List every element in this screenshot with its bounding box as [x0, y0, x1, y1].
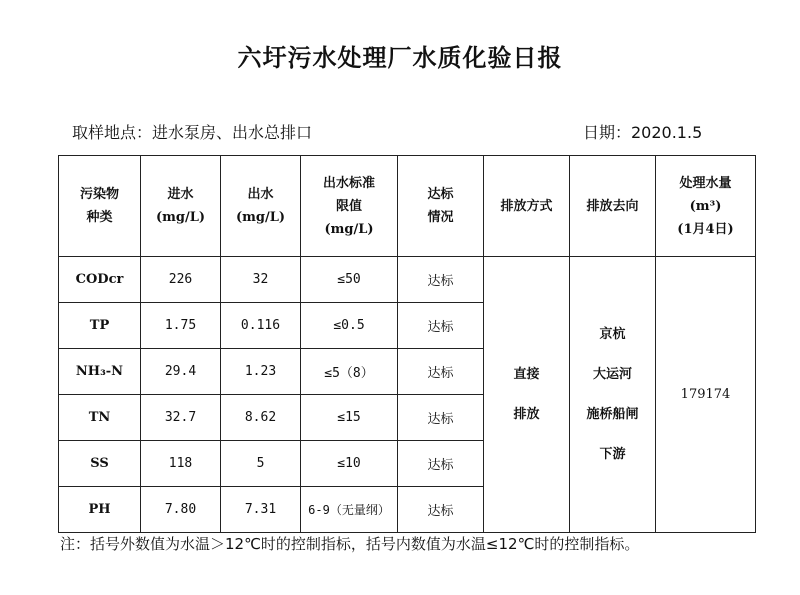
report-title: 六圩污水处理厂水质化验日报 — [237, 44, 563, 72]
row-name: CODcr — [59, 257, 141, 303]
row-name: SS — [59, 441, 141, 487]
row-name: PH — [59, 487, 141, 533]
status-value: 达标 — [398, 349, 484, 395]
header-effluent: 出水 (mg/L) — [221, 156, 301, 257]
influent-value: 226 — [141, 257, 221, 303]
row-name: TP — [59, 303, 141, 349]
limit-value: ≤5（8） — [301, 349, 398, 395]
limit-value: 6-9（无量纲） — [301, 487, 398, 533]
limit-value: ≤15 — [301, 395, 398, 441]
effluent-value: 8.62 — [221, 395, 301, 441]
status-value: 达标 — [398, 395, 484, 441]
influent-value: 1.75 — [141, 303, 221, 349]
limit-value: ≤50 — [301, 257, 398, 303]
effluent-value: 1.23 — [221, 349, 301, 395]
header-influent: 进水 (mg/L) — [141, 156, 221, 257]
sampling-location: 取样地点：进水泵房、出水总排口 — [72, 123, 313, 142]
header-row — [59, 156, 756, 257]
effluent-value: 32 — [221, 257, 301, 303]
treated-volume-value: 179174 — [656, 257, 756, 533]
effluent-value: 7.31 — [221, 487, 301, 533]
effluent-value: 0.116 — [221, 303, 301, 349]
status-value: 达标 — [398, 303, 484, 349]
table-row — [59, 257, 756, 303]
influent-value: 32.7 — [141, 395, 221, 441]
limit-value: ≤0.5 — [301, 303, 398, 349]
header-limit: 出水标准 限值 (mg/L) — [301, 156, 398, 257]
water-quality-table — [58, 155, 756, 533]
status-value: 达标 — [398, 257, 484, 303]
header-volume: 处理水量 (m³) (1月4日) — [656, 156, 756, 257]
header-pollutant: 污染物 种类 — [59, 156, 141, 257]
discharge-method-cell: 直接 排放 — [484, 257, 570, 533]
effluent-value: 5 — [221, 441, 301, 487]
header-status: 达标 情况 — [398, 156, 484, 257]
header-discharge-method: 排放方式 — [484, 156, 570, 257]
influent-value: 7.80 — [141, 487, 221, 533]
status-value: 达标 — [398, 441, 484, 487]
status-value: 达标 — [398, 487, 484, 533]
header-discharge-destination: 排放去向 — [570, 156, 656, 257]
report-date: 日期：2020.1.5 — [583, 123, 703, 142]
discharge-destination-cell: 京杭 大运河 施桥船闸 下游 — [570, 257, 656, 533]
influent-value: 118 — [141, 441, 221, 487]
row-name: NH₃-N — [59, 349, 141, 395]
footnote: 注：括号外数值为水温＞12℃时的控制指标，括号内数值为水温≤12℃时的控制指标。 — [60, 535, 640, 553]
row-name: TN — [59, 395, 141, 441]
limit-value: ≤10 — [301, 441, 398, 487]
influent-value: 29.4 — [141, 349, 221, 395]
